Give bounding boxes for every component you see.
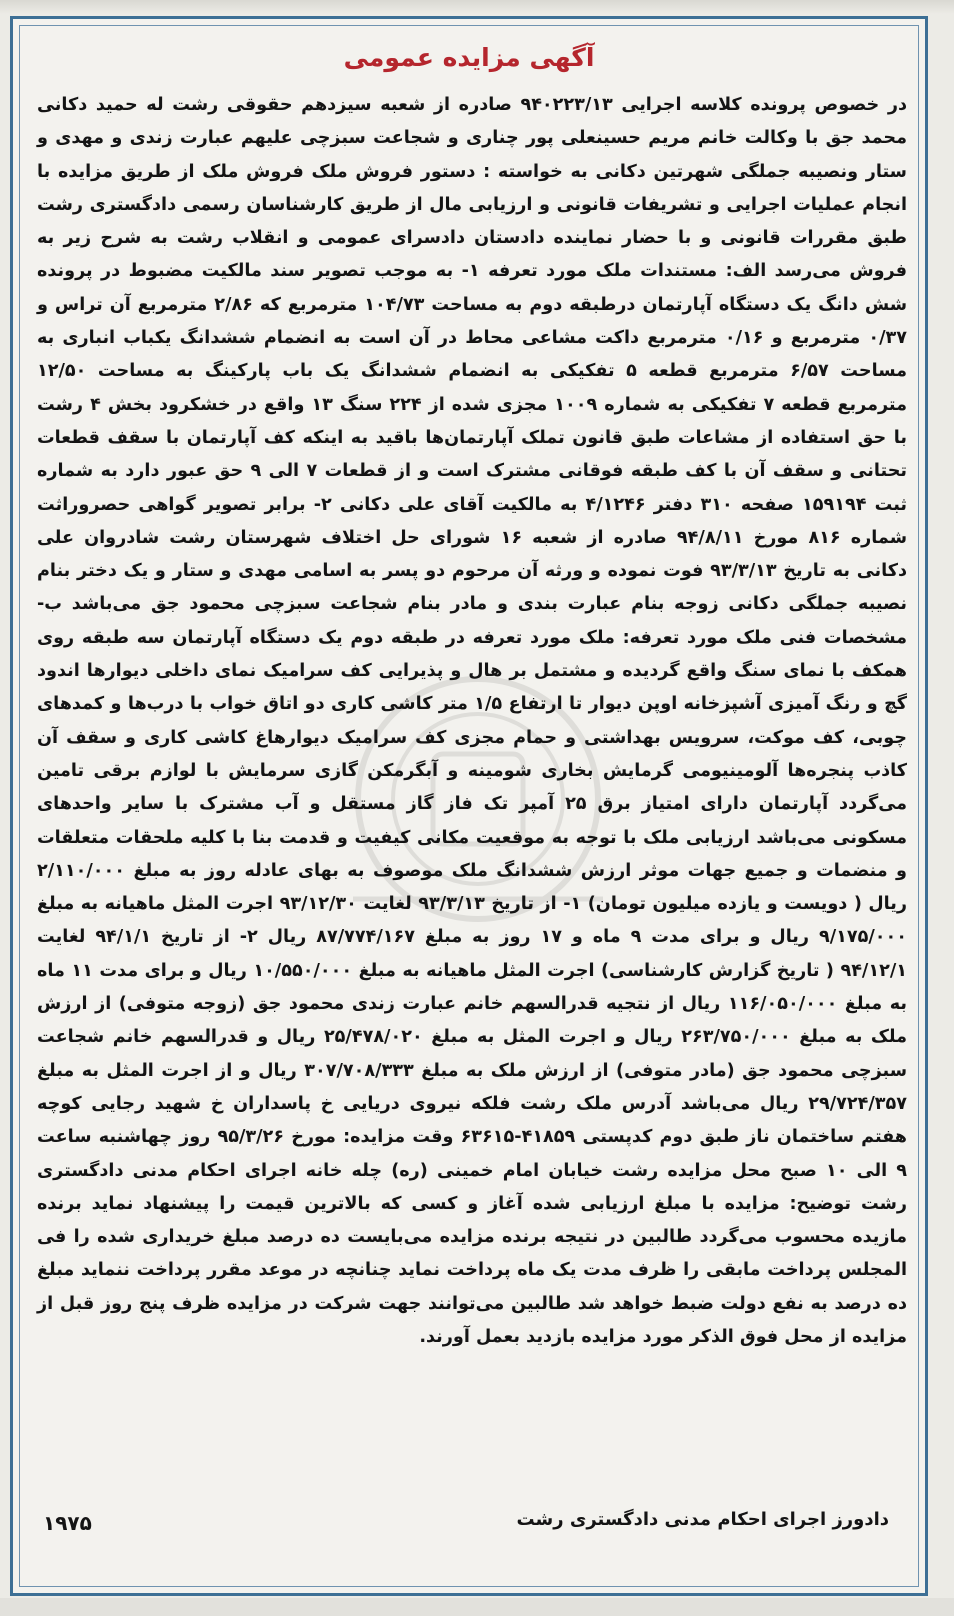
scan-bottom-edge xyxy=(0,1598,954,1616)
notice-title: آگهی مزایده عمومی xyxy=(343,43,595,72)
notice-body: در خصوص پرونده کلاسه اجرایی ۹۴۰۲۲۳/۱۳ صادره از شعبه سیزدهم حقوقی رشت له حمید دکانی محمد جق با وکالت خانم مریم حسینعلی پور چناری و شجاعت سبزچی علیهم عبارت زندی و مهدی و ستار ونصیبه جملگی شهرتین دکانی به خواسته : دستور فروش ملک فروش ملک از طریق مزایده با انجام عملیات اجرایی و تشریفات قانونی و ارزیابی مال از طریق کارشناسان رسمی دادگستری رشت طبق مقررات قانونی و با حضار نماینده دادستان دادسرای عمومی و انقلاب رشت به شرح زیر به فروش می‌رسد الف: مستندات ملک مورد تعرفه ۱- به موجب تصویر سند مالکیت مضبوط در پرونده شش دانگ یک دستگاه آپارتمان درطبقه دوم به مساحت ۱۰۴/۷۳ مترمربع که ۲/۸۶ مترمربع آن تراس و ۰/۳۷ مترمربع و ۰/۱۶ مترمربع داکت مشاعی محاط در آن است به انضمام ششدانگ یکباب انباری به مساحت ۶/۵۷ مترمربع قطعه ۵ تفکیکی به انضمام ششدانگ یک باب پارکینگ به مساحت ۱۲/۵۰ مترمربع قطعه ۷ تفکیکی به شماره ۱۰۰۹ مجزی شده از ۲۲۴ سنگ ۱۳ واقع در خشکرود بخش ۴ رشت با حق استفاده از مشاعات طبق قانون تملک آپارتمان‌ها باقید به اینکه کف آپارتمان با سقف قطعات تحتانی و سقف آن با کف طبقه فوقانی مشترک است و از قطعات ۷ الی ۹ حق عبور دارد به شماره ثبت ۱۵۹۱۹۴ صفحه ۳۱۰ دفتر ۴/۱۲۴۶ به مالکیت آقای علی دکانی ۲- برابر تصویر گواهی حصروراثت شماره ۸۱۶ مورخ ۹۴/۸/۱۱ صادره از شعبه ۱۶ شورای حل اختلاف شهرستان رشت شادروان علی دکانی به تاریخ ۹۳/۳/۱۳ فوت نموده و ورثه آن مرحوم دو پسر به اسامی مهدی و ستار و یک دختر بنام نصیبه جملگی دکانی زوجه بنام عبارت بندی و مادر بنام شجاعت سبزچی محمود جق می‌باشد ب- مشخصات فنی ملک مورد تعرفه: ملک مورد تعرفه در طبقه دوم یک دستگاه آپارتمان سه طبقه روی همکف با نمای سنگ واقع گردیده و مشتمل بر هال و پذیرایی کف سرامیک نمای داخلی دیوارها اندود گچ و رنگ آمیزی آشپزخانه اوپن دیوار تا ارتفاع ۱/۵ متر کاشی کاری دو اتاق خواب با درب‌ها و کمدهای چوبی، کف موکت، سرویس بهداشتی و حمام مجزی کف سرامیک دیوارهاغ کاشی کاری و سقف آن کاذب پنجره‌ها آلومینیومی گرمایش بخاری شومینه و آبگرمکن گازی سرمایش با لوازم برقی تامین می‌گردد آپارتمان دارای امتیاز برق ۲۵ آمپر تک فاز گاز مستقل و آب مشترک با سایر واحدهای مسکونی می‌باشد ارزیابی ملک با توجه به موقعیت مکانی کیفیت و قدمت بنا با کلیه ملحقات متعلقات و منضمات و جمیع جهات موثر ارزش ششدانگ ملک موصوف به بهای عادله روز به مبلغ ۲/۱۱۰/۰۰۰ ریال ( دویست و یازده میلیون تومان) ۱- از تاریخ ۹۳/۳/۱۳ لغایت ۹۳/۱۲/۳۰ اجرت المثل ماهیانه به مبلغ ۹/۱۷۵/۰۰۰ ریال و برای مدت ۹ ماه و ۱۷ روز به مبلغ ۸۷/۷۷۴/۱۶۷ ریال ۲- از تاریخ ۹۴/۱/۱ لغایت ۹۴/۱۲/۱ ( تاریخ گزارش کارشناسی) اجرت المثل ماهیانه به مبلغ ۱۰/۵۵۰/۰۰۰ ریال و برای مدت ۱۱ ماه به مبلغ ۱۱۶/۰۵۰/۰۰۰ ریال از نتجیه قدرالسهم خانم عبارت زندی محمود جق (زوجه متوفی) از ارزش ملک به مبلغ ۲۶۳/۷۵۰/۰۰۰ ریال و اجرت المثل به مبلغ ۲۵/۴۷۸/۰۲۰ ریال و قدرالسهم خانم شجاعت سبزچی محمود جق (مادر متوفی) از ارزش ملک به مبلغ ۳۰۷/۷۰۸/۳۳۳ ریال و از اجرت المثل به مبلغ ۲۹/۷۲۴/۳۵۷ ریال می‌باشد آدرس ملک رشت فلکه نیروی دریایی خ پاسداران خ شهید رجایی کوچه هفتم ساختمان ناز طبق دوم کدپستی ۴۱۸۵۹-۶۳۶۱۵ وقت مزایده: مورخ ۹۵/۳/۲۶ روز چهاشنبه ساعت ۹ الی ۱۰ صبح محل مزایده رشت خیابان امام خمینی (ره) چله خانه اجرای احکام مدنی دادگستری رشت توضیح: مزایده با مبلغ ارزیابی شده آغاز و کسی که بالاترین قیمت را پیشنهاد نماید برنده مازیده محسوب می‌گردد طالبین در نتیجه برنده مزایده می‌بایست ده درصد مبلغ خریداری شده را فی المجلس پرداخت مابقی را ظرف مدت یک ماه پرداخت نماید چنانچه در موعد مقرر پرداخت ننماید مبلغ ده درصد به نفع دولت ضبط خواهد شد طالبین می‌توانند جهت شرکت در مزایده ظرف پنج روز قبل از مزایده از محل فوق الذکر مورد مزایده بازدید بعمل آورند. xyxy=(37,95,908,1347)
scan-edge xyxy=(0,0,954,14)
ad-number: ۱۹۷۵ xyxy=(43,1511,92,1535)
signature: دادورز اجرای احکام مدنی دادگستری رشت xyxy=(516,1509,889,1530)
notice-frame xyxy=(10,16,928,1596)
